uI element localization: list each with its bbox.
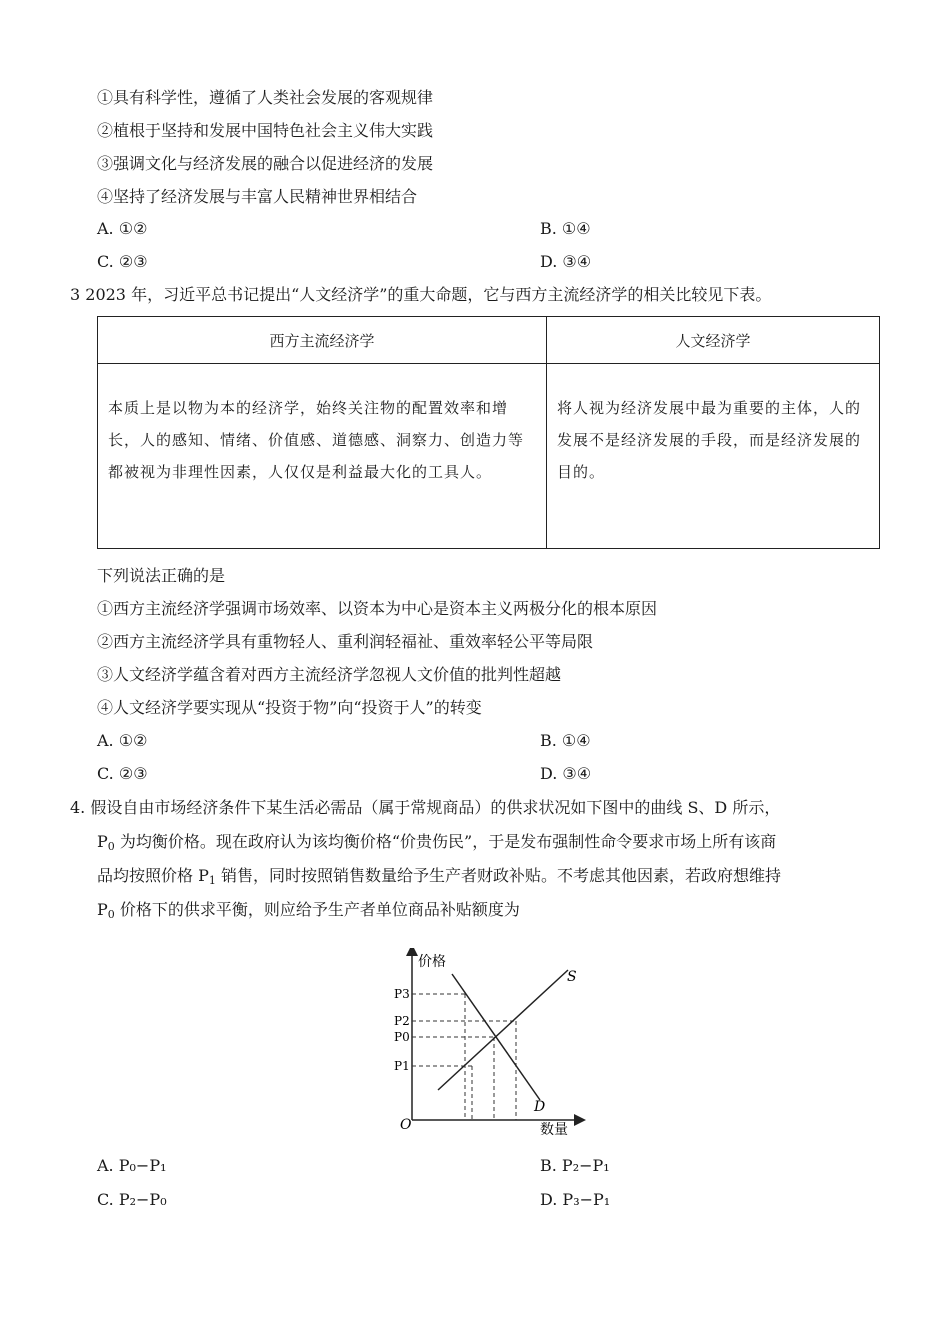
price-symbol: P xyxy=(198,866,209,885)
supply-demand-graph xyxy=(380,948,600,1143)
q2-statement-2: ②植根于坚持和发展中国特色社会主义伟大实践 xyxy=(97,121,434,140)
origin-label: O xyxy=(400,1117,412,1133)
q2-statement-1: ①具有科学性，遵循了人类社会发展的客观规律 xyxy=(97,88,434,107)
q2-option-a: A. ①② xyxy=(97,219,148,238)
table-cell-western: 本质上是以物为本的经济学，始终关注物的配置效率和增长，人的感知、情绪、价值感、道德感、洞察力、创造力等都被视为非理性因素，人仅仅是利益最大化的工具人。 xyxy=(98,364,547,549)
q4-stem-line-2 xyxy=(97,830,776,859)
q4-option-c: C. P₂−P₀ xyxy=(97,1190,167,1209)
q4-stem-line-1: 4. 假设自由市场经济条件下某生活必需品（属于常规商品）的供求状况如下图中的曲线 S、D 所示， xyxy=(70,798,781,817)
q3-option-b: B. ①④ xyxy=(540,731,591,750)
q4-option-a: A. P₀−P₁ xyxy=(97,1156,167,1175)
price-label-p0: P0 xyxy=(394,1030,410,1044)
q2-statement-3: ③强调文化与经济发展的融合以促进经济的发展 xyxy=(97,154,434,173)
q3-option-a: A. ①② xyxy=(97,731,148,750)
price-symbol: P xyxy=(97,832,108,851)
price-label-p3: P3 xyxy=(394,987,410,1001)
y-axis-label: 价格 xyxy=(418,954,446,970)
q3-statement-4: ④人文经济学要实现从“投资于物”向“投资于人”的转变 xyxy=(97,698,482,717)
price-symbol: P xyxy=(97,900,108,919)
q4-option-b: B. P₂−P₁ xyxy=(540,1156,610,1175)
q4-stem-text-3b: 销售，同时按照销售数量给予生产者财政补贴。不考虑其他因素，若政府想维持 xyxy=(220,866,781,885)
table-cell-humanistic: 将人视为经济发展中最为重要的主体，人的发展不是经济发展的手段，而是经济发展的目的。 xyxy=(547,364,880,549)
q4-stem-line-4 xyxy=(97,898,520,927)
price-subscript: 1 xyxy=(208,874,216,887)
price-label-p2: P2 xyxy=(394,1014,410,1028)
q4-stem-text-4: 价格下的供求平衡，则应给予生产者单位商品补贴额度为 xyxy=(119,900,520,919)
price-label-p1: P1 xyxy=(394,1059,410,1073)
price-subscript: 0 xyxy=(107,908,115,921)
q4-stem-text-2: 为均衡价格。现在政府认为该均衡价格“价贵伤民”，于是发布强制性命令要求市场上所有该商 xyxy=(119,832,777,851)
price-subscript: 0 xyxy=(107,840,115,853)
q3-statement-3: ③人文经济学蕴含着对西方主流经济学忽视人文价值的批判性超越 xyxy=(97,665,562,684)
supply-label: S xyxy=(567,969,577,985)
q3-statement-1: ①西方主流经济学强调市场效率、以资本为中心是资本主义两极分化的根本原因 xyxy=(97,599,658,618)
q3-option-d: D. ③④ xyxy=(540,764,592,783)
q4-stem-line-3 xyxy=(97,864,781,893)
q3-option-c: C. ②③ xyxy=(97,764,148,783)
q2-option-b: B. ①④ xyxy=(540,219,591,238)
supply-curve xyxy=(438,970,568,1090)
dashed-guides xyxy=(412,994,516,1120)
q4-option-d: D. P₃−P₁ xyxy=(540,1190,611,1209)
q3-statement-2: ②西方主流经济学具有重物轻人、重利润轻福祉、重效率轻公平等局限 xyxy=(97,632,594,651)
comparison-table xyxy=(97,316,880,549)
q3-stem: 3 2023 年，习近平总书记提出“人文经济学”的重大命题，它与西方主流经济学的相关比较见下表。 xyxy=(70,285,772,304)
q2-option-d: D. ③④ xyxy=(540,252,592,271)
demand-label: D xyxy=(534,1099,546,1115)
table-header-humanistic: 人文经济学 xyxy=(547,317,880,364)
q2-statement-4: ④坚持了经济发展与丰富人民精神世界相结合 xyxy=(97,187,418,206)
q2-option-c: C. ②③ xyxy=(97,252,148,271)
q4-stem-text-3a: 品均按照价格 xyxy=(97,866,194,885)
x-axis-label: 数量 xyxy=(540,1122,568,1138)
q3-prompt: 下列说法正确的是 xyxy=(97,566,226,585)
table-header-western: 西方主流经济学 xyxy=(98,317,547,364)
